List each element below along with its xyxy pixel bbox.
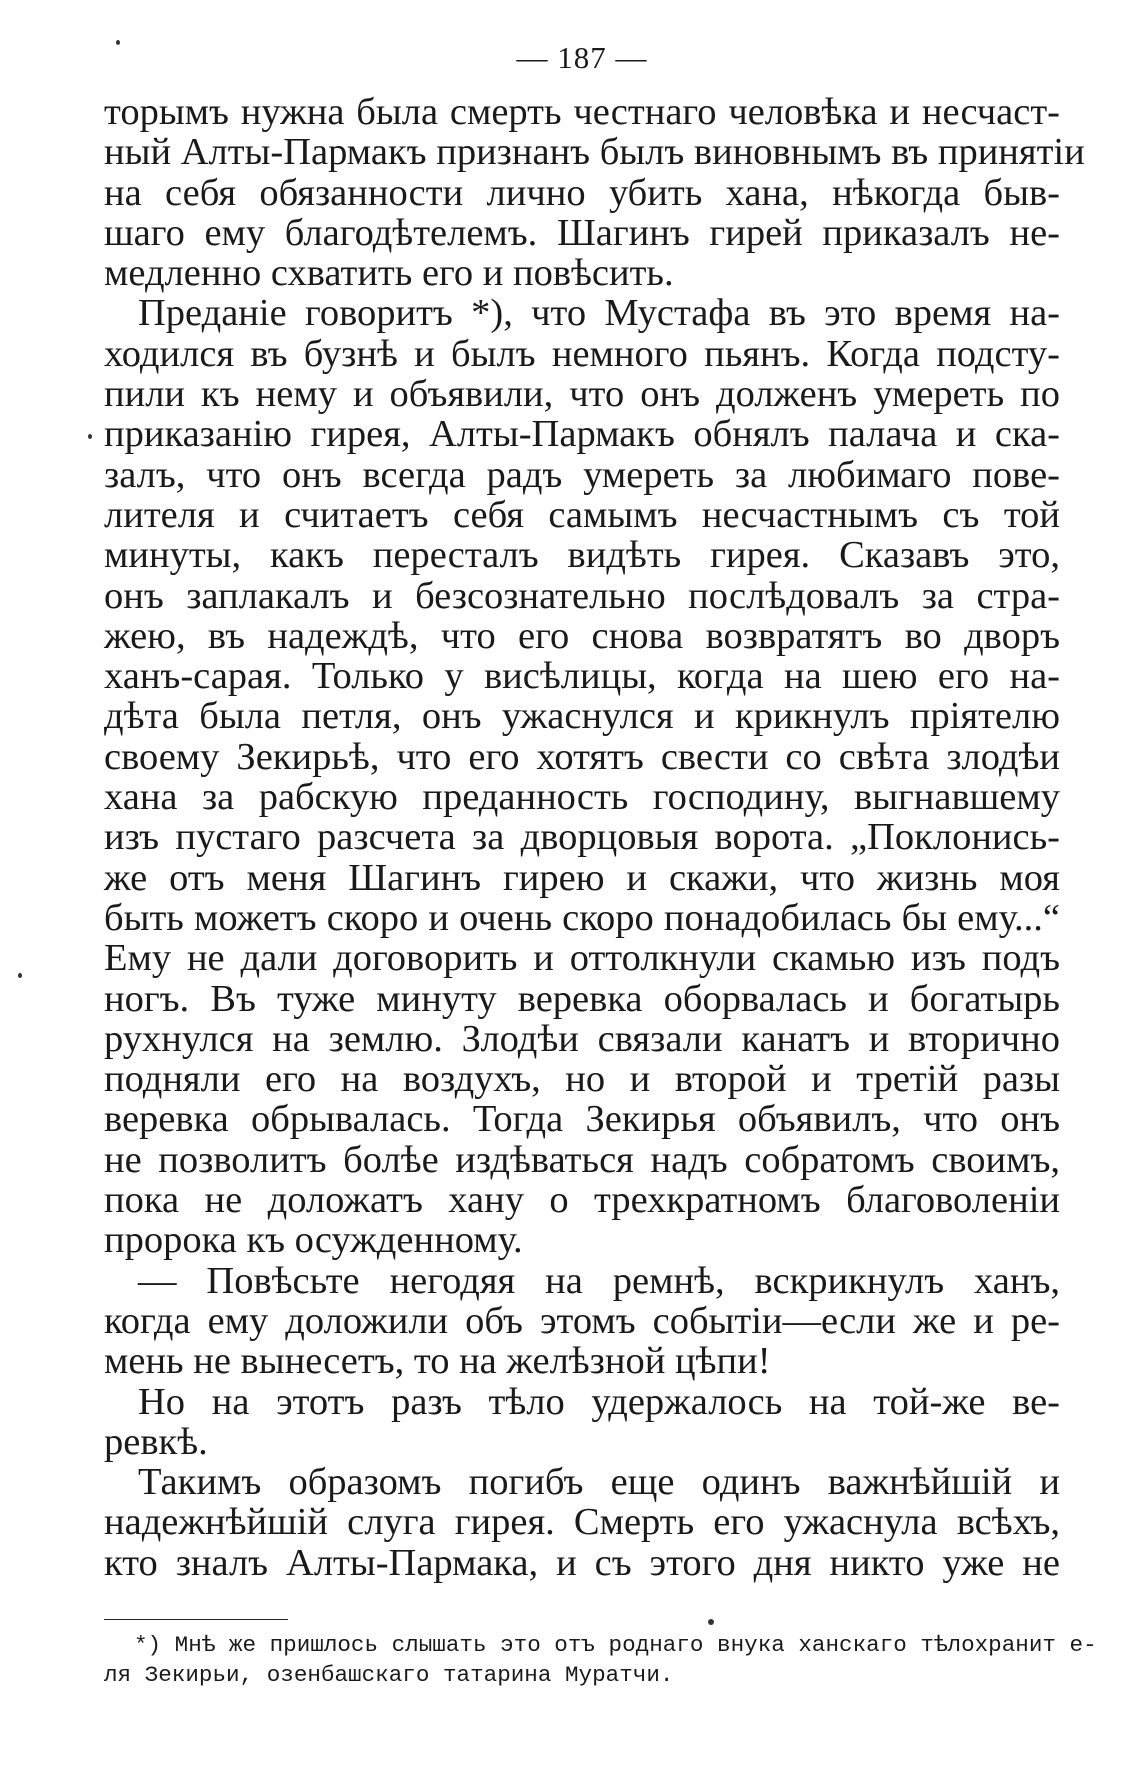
text-line: пили къ нему и объявили, что онъ долженъ умереть по — [104, 373, 1060, 416]
text-line: ходился въ бузнѣ и былъ немного пьянъ. Когда подсту- — [104, 332, 1060, 375]
footnote — [104, 1630, 1097, 1690]
text-line: изъ пустаго разсчета за дворцовыя ворота. „Поклонись- — [104, 816, 1060, 859]
text-line: пророка къ осужденному. — [104, 1219, 523, 1262]
text-line: когда ему доложили объ этомъ событіи—если же и ре- — [104, 1299, 1060, 1342]
paragraph-5 — [104, 1462, 1060, 1583]
text-line: жею, въ надеждѣ, что его снова возвратятъ во дворъ — [104, 614, 1060, 657]
page-body — [104, 38, 1085, 1584]
text-line: рухнулся на землю. Злодѣи связали канатъ и вторично — [104, 1017, 1060, 1060]
text-line: не позволитъ болѣе издѣваться надъ собратомъ своимъ, — [104, 1138, 1060, 1181]
text-line: кто зналъ Алты-Пармака, и съ этого дня никто уже не — [104, 1541, 1060, 1584]
text-line: залъ, что онъ всегда радъ умереть за любимаго пове- — [104, 453, 1060, 496]
text-line: хана за рабскую преданность господину, выгнавшему — [104, 776, 1060, 819]
text-line: лителя и считаетъ себя самымъ несчастнымъ съ той — [104, 493, 1060, 536]
footnote-line: *) Мнѣ же пришлось слышать это отъ роднаго внука ханскаго тѣлохранит е- — [134, 1632, 1097, 1658]
text-line: торымъ нужна была смерть честнаго человѣка и несчаст- — [104, 91, 1060, 133]
print-speck — [708, 1619, 714, 1625]
text-line: веревка обрывалась. Тогда Зекирья объявилъ, что онъ — [104, 1098, 1060, 1141]
paragraph-2 — [104, 293, 1060, 1260]
print-speck — [18, 973, 22, 978]
print-speck — [88, 434, 92, 439]
text-line: онъ заплакалъ и безсознательно послѣдовалъ за стра- — [104, 574, 1060, 617]
text-line: Ему не дали договорить и оттолкнули скамью изъ подъ — [104, 937, 1060, 980]
text-line: Такимъ образомъ погибъ еще одинъ важнѣйшій и — [138, 1461, 1060, 1504]
text-line: ногъ. Въ туже минуту веревка оборвалась и богатырь — [104, 977, 1060, 1020]
text-line: минуты, какъ пересталъ видѣть гирея. Сказавъ это, — [104, 534, 1060, 577]
text-line: Но на этотъ разъ тѣло удержалось на той-же ве- — [138, 1380, 1060, 1423]
paragraph-3 — [104, 1261, 1060, 1382]
text-line: мень не вынесетъ, то на желѣзной цѣпи! — [104, 1340, 771, 1383]
text-line: Преданіе говоритъ *), что Мустафа въ это время на- — [138, 292, 1060, 335]
text-line: ревкѣ. — [104, 1420, 208, 1463]
text-line: медленно схватить его и повѣсить. — [104, 252, 674, 295]
text-line: своему Зекирьѣ, что его хотятъ свести со свѣта злодѣи — [104, 735, 1060, 778]
text-line: же отъ меня Шагинъ гирею и скажи, что жизнь моя — [104, 856, 1060, 899]
text-line: ный Алты-Пармакъ признанъ былъ виновнымъ въ принятіи — [104, 131, 1085, 174]
text-line: на себя обязанности лично убить хана, нѣкогда быв- — [104, 171, 1060, 214]
text-line: пока не доложатъ хану о трехкратномъ благоволеніи — [104, 1179, 1060, 1222]
text-line: — Повѣсьте негодяя на ремнѣ, вскрикнулъ ханъ, — [138, 1259, 1060, 1302]
text-line: подняли его на воздухъ, но и второй и третій разы — [104, 1058, 1060, 1101]
page-number: — 187 — — [516, 40, 648, 75]
paragraph-4 — [104, 1382, 1060, 1463]
paragraph-1 — [104, 91, 1085, 295]
text-line: дѣта была петля, онъ ужаснулся и крикнулъ пріятелю — [104, 695, 1060, 738]
text-line: быть можетъ скоро и очень скоро понадобилась бы ему...“ — [104, 896, 1060, 939]
text-line: шаго ему благодѣтелемъ. Шагинъ гирей приказалъ не- — [104, 211, 1060, 254]
text-line: приказанію гирея, Алты-Пармакъ обнялъ палача и ска- — [104, 413, 1060, 456]
footnote-line: ля Зекирьи, озенбашскаго татарина Муратчи. — [104, 1662, 674, 1688]
print-speck — [116, 40, 120, 45]
footnote-rule — [104, 1619, 288, 1620]
text-line: ханъ-сарая. Только у висѣлицы, когда на шею его на- — [104, 655, 1060, 698]
text-line: надежнѣйшій слуга гирея. Смерть его ужаснула всѣхъ, — [104, 1501, 1060, 1544]
